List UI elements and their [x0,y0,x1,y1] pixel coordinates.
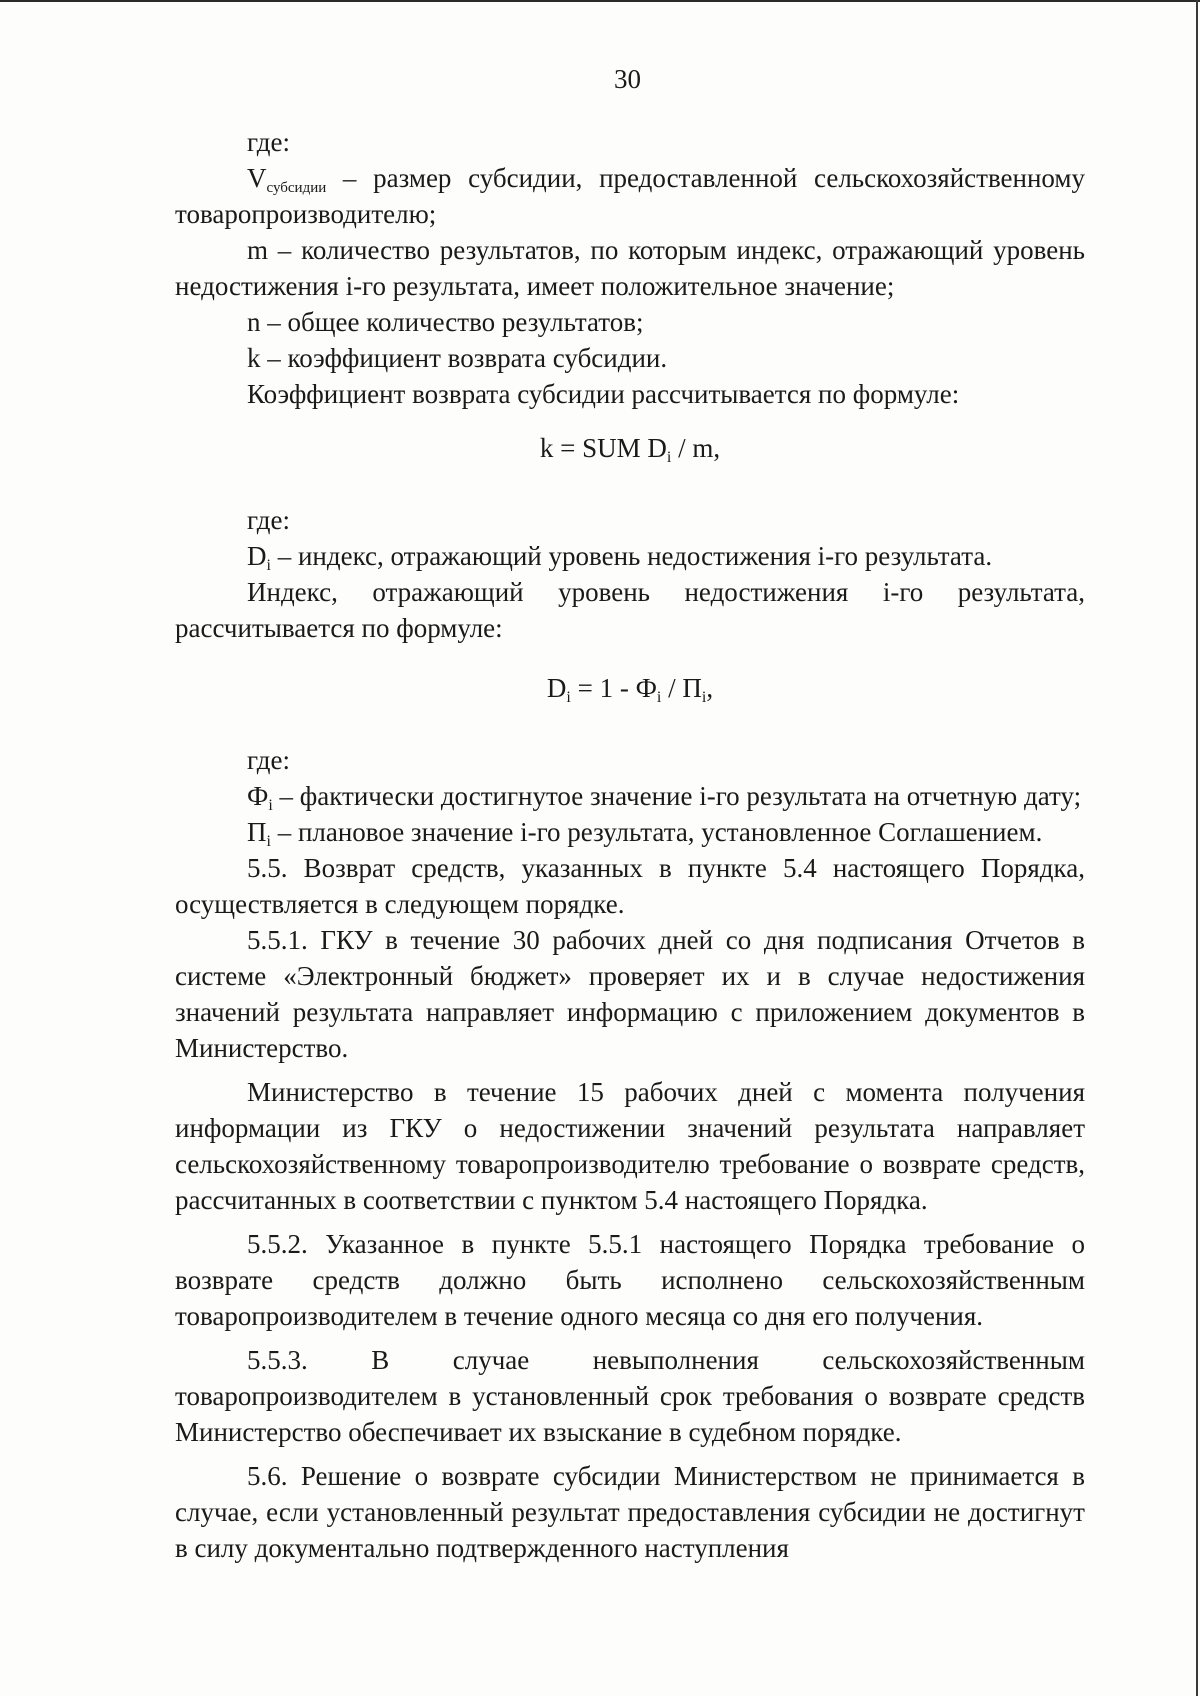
formula-k-left: k = SUM D [539,433,667,463]
scan-edge-right [1196,0,1198,1696]
paragraph-ministry: Министерство в течение 15 рабочих дней с момента получения информации из ГКУ о недостижении значений результата направляет сельскохозяйственному товаропроизводителю требование о возврате средств, рассчитанных в соответствии с пунктом 5.4 настоящего Порядка. [175,1077,1085,1215]
f-sub: i [268,797,273,814]
definition-n: n – общее количество результатов; [247,307,644,337]
k-formula-intro: Коэффициент возврата субсидии рассчитывается по формуле: [247,379,960,409]
formula-d-part: , [706,673,714,703]
paragraph-5-5-2: 5.5.2. Указанное в пункте 5.5.1 настоящего Порядка требование о возврате средств должно быть исполнено сельскохозяйственным товаропроизводителем в течение одного месяца со дня его получения. [175,1229,1085,1331]
formula-d-part: / П [661,673,702,703]
paragraph-5-6: 5.6. Решение о возврате субсидии Министерством не принимается в случае, если установленный результат предоставления субсидии не достигнут в силу документально подтвержденного наступления [175,1461,1085,1563]
where-label: где: [247,745,290,775]
formula-d-sub: i [701,689,707,706]
definition-k: k – коэффициент возврата субсидии. [247,343,668,373]
paragraph-5-5-3: 5.5.3. В случае невыполнения сельскохозяйственным товаропроизводителем в установленный срок требования о возврате средств Министерство обеспечивает их взыскание в судебном порядке. [175,1345,1085,1447]
paragraph-5-5-1: 5.5.1. ГКУ в течение 30 рабочих дней со дня подписания Отчетов в системе «Электронный бюджет» проверяет их и в случае недостижения значений результата направляет информацию с приложением документов в Министерство. [175,925,1085,1063]
formula-d [175,670,1085,706]
v-subscript: субсидии [266,180,327,196]
scan-edge-top [0,0,1200,2]
d-symbol: D [247,541,267,571]
d-formula-intro: Индекс, отражающий уровень недостижения i-го результата, рассчитывается по формуле: [175,577,1085,643]
formula-k-right: / m, [671,433,721,463]
formula-d-part: D [546,673,567,703]
formula-d-sub: i [566,689,571,706]
page-number: 30 [614,64,641,94]
definition-f [175,778,1085,814]
p-sub: i [266,833,271,850]
definition-d [175,538,1085,574]
f-symbol: Ф [247,781,269,811]
v-symbol: V [247,163,267,193]
definition-v [175,160,1085,232]
p-symbol: П [247,817,267,847]
formula-k-sub: i [666,449,672,466]
paragraph-5-5: 5.5. Возврат средств, указанных в пункте 5.4 настоящего Порядка, осуществляется в следующем порядке. [175,853,1085,919]
formula-d-part: = 1 - Ф [570,673,657,703]
d-definition-text: – индекс, отражающий уровень недостижения i-го результата. [270,541,993,571]
definition-m: m – количество результатов, по которым индекс, отражающий уровень недостижения i-го результата, имеет положительное значение; [175,235,1085,301]
d-sub: i [266,557,271,574]
definition-p [175,814,1085,850]
f-definition-text: – фактически достигнутое значение i-го результата на отчетную дату; [272,781,1082,811]
formula-d-sub: i [656,689,662,706]
document-body [175,124,1085,1566]
where-label: где: [247,505,290,535]
p-definition-text: – плановое значение i-го результата, установленное Соглашением. [270,817,1043,847]
formula-k [175,430,1085,466]
v-definition-text: – размер субсидии, предоставленной сельскохозяйственному товаропроизводителю; [175,163,1085,229]
where-label: где: [247,127,290,157]
